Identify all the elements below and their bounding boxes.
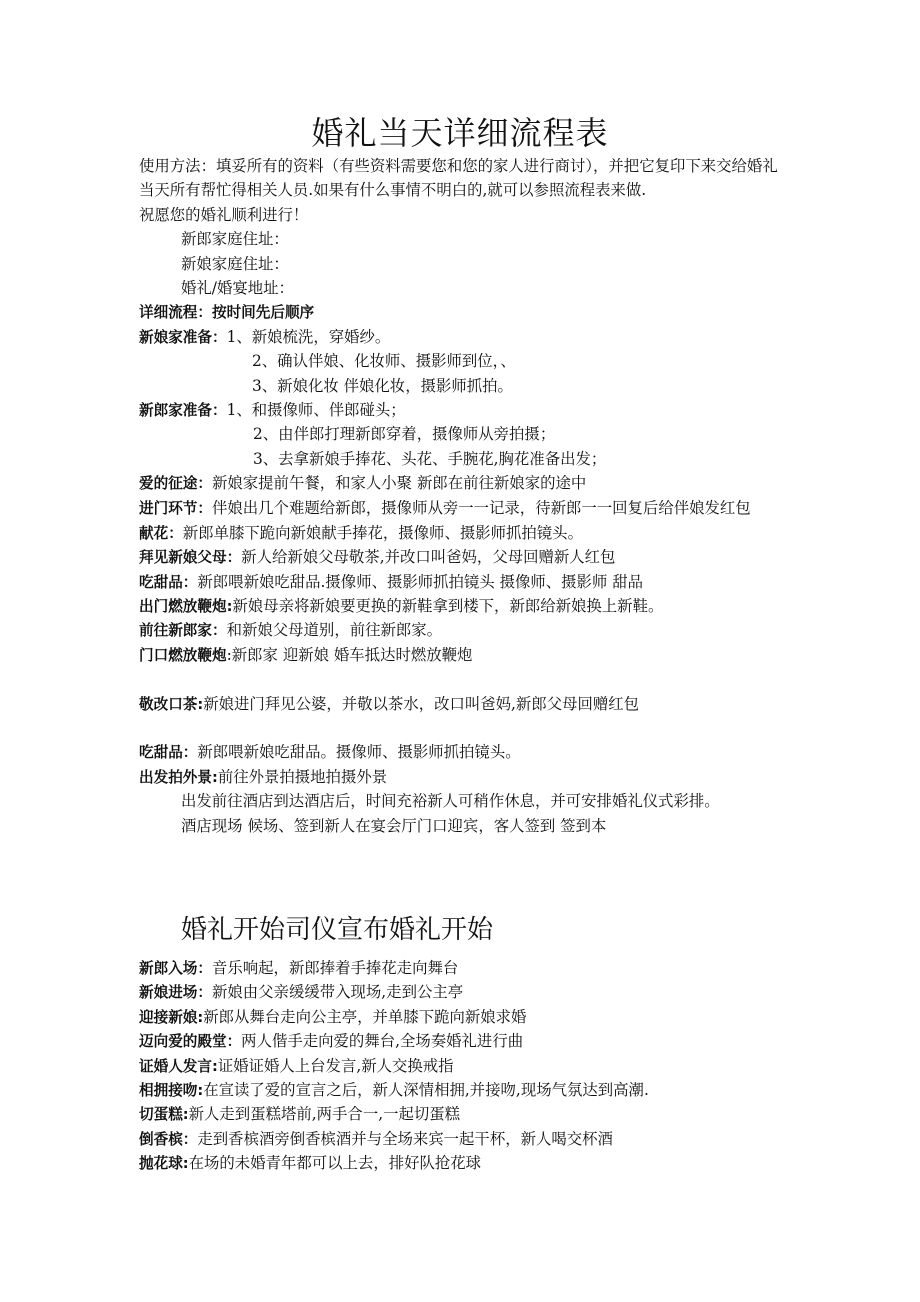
- ceremony-item: 迎接新娘:新郎从舞台走向公主亭，并单膝下跪向新娘求婚: [139, 1007, 527, 1026]
- groom-prep-step-3: 3、去拿新娘手捧花、头花、手腕花,胸花准备出发；: [253, 449, 607, 468]
- bride-prep-step-2: 2、确认伴娘、化妆师、摄影师到位，、: [252, 352, 516, 371]
- groom-prep-step-2: 2、由伴郎打理新郎穿着，摄像师从旁拍摄；: [253, 425, 556, 444]
- ceremony-item: 迈向爱的殿堂：两人偕手走向爱的舞台,全场奏婚礼进行曲: [139, 1032, 524, 1051]
- hotel-note: 出发前往酒店到达酒店后，时间充裕新人可稍作休息，并可安排婚礼仪式彩排。: [181, 792, 720, 811]
- ceremony-item: 新娘进场：新娘由父亲缓缓带入现场,走到公主亭: [139, 983, 464, 1002]
- ceremony-item: 抛花球:在场的未婚青年都可以上去，排好队抢花球: [139, 1154, 482, 1173]
- bride-prep-step-3: 3、新娘化妆 伴娘化妆，摄影师抓拍。: [252, 376, 513, 395]
- document-body: [139, 154, 789, 838]
- ceremony-item: 倒香槟：走到香槟酒旁倒香槟酒并与全场来宾一起干杯，新人喝交杯酒: [139, 1129, 613, 1148]
- item-love-journey: 爱的征途：新娘家提前午餐，和家人小聚 新郎在前往新娘家的途中: [139, 474, 587, 493]
- address-bride: 新娘家庭住址：: [181, 254, 289, 273]
- intro-paragraph: 使用方法：填妥所有的资料（有些资料需要您和您的家人进行商讨），并把它复印下来交给婚礼当天所有帮忙得相关人员.如果有什么事情不明白的,就可以参照流程表来做.: [139, 157, 778, 200]
- ceremony-item: 相拥接吻:在宣读了爱的宣言之后，新人深情相拥,并接吻,现场气氛达到高潮.: [139, 1080, 649, 1099]
- item-door-games: 进门环节：伴娘出几个难题给新郎，摄像师从旁一一记录，待新郎一一回复后给伴娘发红包: [139, 498, 751, 517]
- hotel-scene: 酒店现场 候场、签到新人在宴会厅门口迎宾，客人签到 签到本: [181, 816, 607, 835]
- ceremony-item: 切蛋糕:新人走到蛋糕塔前,两手合一,一起切蛋糕: [139, 1105, 461, 1124]
- spacer: [139, 716, 789, 740]
- item-dessert: 吃甜品：新郎喂新娘吃甜品.摄像师、摄影师抓拍镜头 摄像师、摄影师 甜品: [139, 572, 644, 591]
- address-groom: 新郎家庭住址：: [181, 230, 289, 249]
- ceremony-list: [139, 956, 789, 1176]
- detail-heading: 详细流程：按时间先后顺序: [139, 304, 315, 322]
- bride-prep-label: 新娘家准备：: [139, 328, 227, 346]
- blessing-line: 祝愿您的婚礼顺利进行！: [139, 205, 309, 224]
- item-tea: 敬改口茶:新娘进门拜见公婆，并敬以茶水，改口叫爸妈,新郎父母回赠红包: [139, 694, 640, 713]
- item-dessert-2: 吃甜品：新郎喂新娘吃甜品。摄像师、摄影师抓拍镜头。: [139, 743, 521, 762]
- groom-prep-label: 新郎家准备：: [139, 401, 227, 419]
- item-flowers: 献花：新郎单膝下跪向新娘献手捧花，摄像师、摄影师抓拍镜头。: [139, 523, 583, 542]
- item-firecrackers-out: 出门燃放鞭炮:新娘母亲将新娘要更换的新鞋拿到楼下，新郎给新娘换上新鞋。: [139, 597, 664, 616]
- ceremony-item: 证婚人发言:证婚证婚人上台发言,新人交换戒指: [139, 1056, 454, 1075]
- section-heading: 婚礼开始司仪宣布婚礼开始: [181, 915, 494, 945]
- document-title: 婚礼当天详细流程表: [311, 114, 609, 152]
- groom-prep-step-1: 新郎家准备：1、和摄像师、伴郎碰头；: [139, 400, 406, 419]
- spacer: [139, 667, 789, 691]
- item-meet-bride-parents: 拜见新娘父母：新人给新娘父母敬茶,并改口叫爸妈，父母回赠新人红包: [139, 548, 616, 567]
- item-firecrackers-door: 门口燃放鞭炮:新郎家 迎新娘 婚车抵达时燃放鞭炮: [139, 645, 473, 664]
- item-to-groom-home: 前往新郎家：和新娘父母道别，前往新郎家。: [139, 621, 443, 640]
- ceremony-item: 新郎入场：音乐响起，新郎捧着手捧花走向舞台: [139, 959, 459, 977]
- item-outdoor-photos: 出发拍外景:前往外景拍摄地拍摄外景: [139, 767, 388, 786]
- address-venue: 婚礼/婚宴地址：: [181, 278, 294, 297]
- bride-prep-step-1: 新娘家准备：1、新娘梳洗，穿婚纱。: [139, 327, 391, 346]
